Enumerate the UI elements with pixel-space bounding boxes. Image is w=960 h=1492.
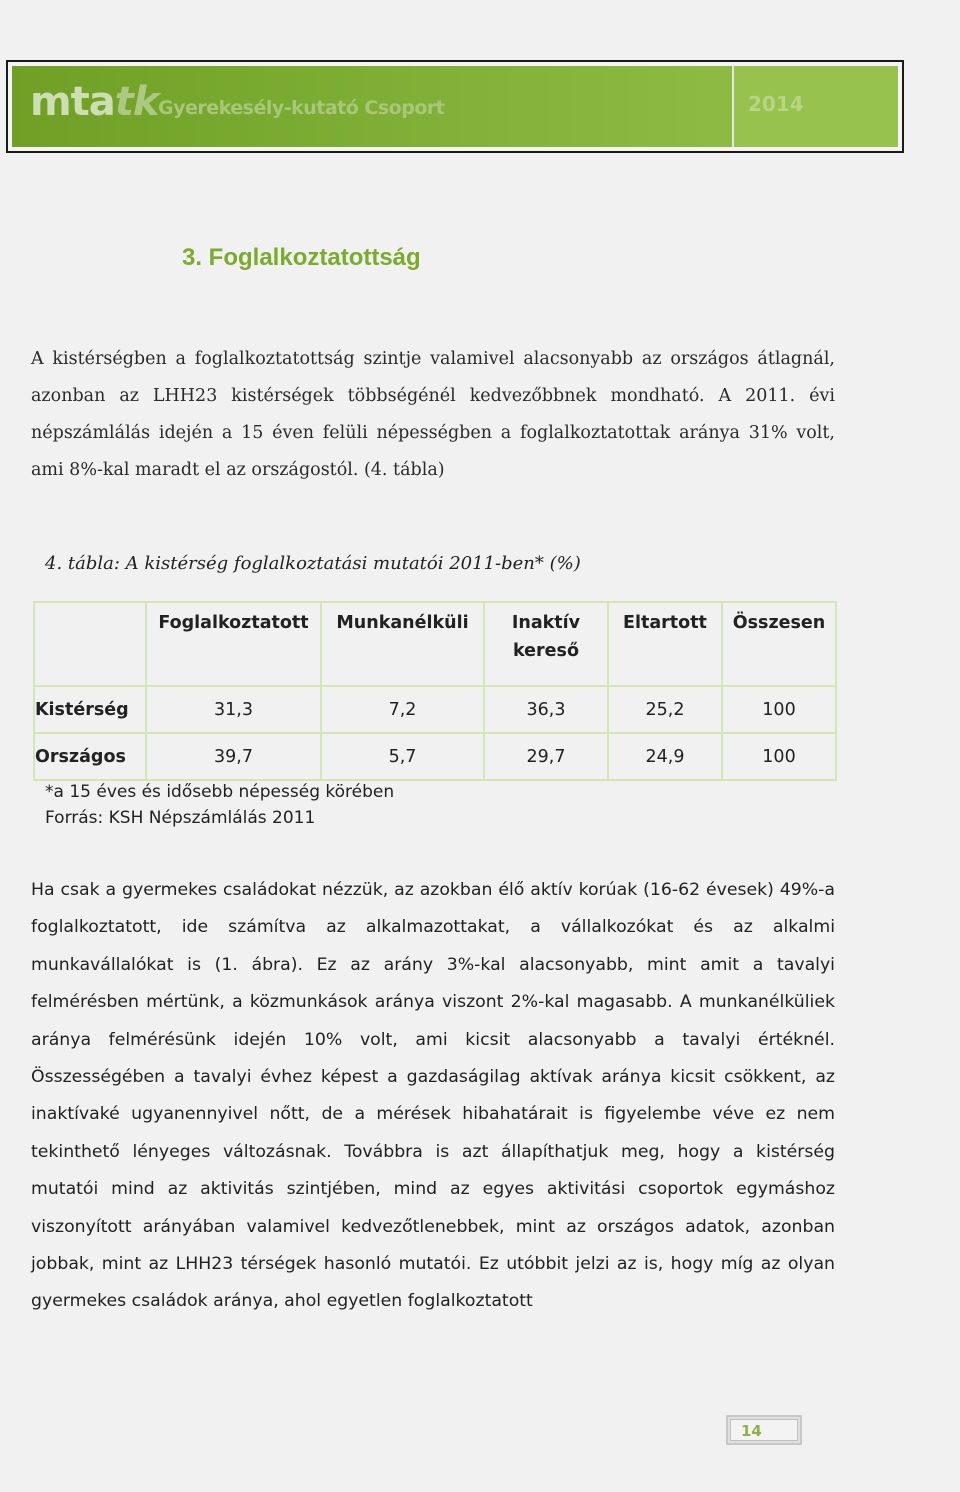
page-number: 14 <box>730 1419 798 1441</box>
table-cell: 5,7 <box>321 733 484 780</box>
logo-text-main: mta <box>30 79 115 125</box>
row-label-orszagos: Országos <box>34 733 146 780</box>
table-notes <box>45 779 394 831</box>
header-inaktiv-kereso <box>484 602 608 686</box>
employment-table <box>33 601 837 781</box>
header-osszesen: Összesen <box>722 602 836 686</box>
table-footnote: *a 15 éves és idősebb népesség körében <box>45 782 395 802</box>
header-bar <box>12 66 898 147</box>
logo-text-tk: tk <box>114 79 159 125</box>
table-cell: 39,7 <box>146 733 321 780</box>
table-cell: 24,9 <box>608 733 722 780</box>
header-inaktiv-text: Inaktív kereső <box>511 613 581 661</box>
table-cell: 36,3 <box>484 686 608 733</box>
year-box <box>732 66 898 147</box>
table-cell: 100 <box>722 686 836 733</box>
mtatk-logo <box>30 79 159 125</box>
table-corner-cell <box>34 602 146 686</box>
header-foglalkoztatott: Foglalkoztatott <box>146 602 321 686</box>
table-row <box>34 733 836 780</box>
table-cell: 100 <box>722 733 836 780</box>
table-row <box>34 686 836 733</box>
page-number-box <box>726 1415 802 1445</box>
header-munkanelkuli: Munkanélküli <box>321 602 484 686</box>
table-cell: 31,3 <box>146 686 321 733</box>
header-year: 2014 <box>748 92 804 116</box>
intro-paragraph: A kistérségben a foglalkoztatottság szintje valamivel alacsonyabb az országos átlagnál, azonban az LHH23 kistérségek többségénél kedvezőbbnek mondható. A 2011. évi népszámlálás idején a 15 éven felüli népességben a foglalkoztatottak aránya 31% volt, ami 8%-kal maradt el az országostól. (4. tábla) <box>31 349 835 480</box>
table-cell: 7,2 <box>321 686 484 733</box>
table-header-row <box>34 602 836 686</box>
table-cell: 29,7 <box>484 733 608 780</box>
table-caption: 4. tábla: A kistérség foglalkoztatási mutatói 2011-ben* (%) <box>45 553 581 574</box>
table-cell: 25,2 <box>608 686 722 733</box>
body-paragraph: Ha csak a gyermekes családokat nézzük, az azokban élő aktív korúak (16-62 évesek) 49%-a foglalkoztatott, ide számítva az alkalmazottakat, a vállalkozókat és az alkalmi munkavállalókat is (1. ábra). Ez az arány 3%-kal alacsonyabb, mint amit a tavalyi felmérésben mértünk, a közmunkások aránya viszont 2%-kal magasabb. A munkanélküliek aránya felmérésünk idején 10% volt, ami kicsit alacsonyabb a tavalyi értéknél. Összességében a tavalyi évhez képest a gazdaságilag aktívak aránya kicsit csökkent, az inaktívaké ugyanennyivel nőtt, de a mérések hibahatárait is figyelembe véve ez nem tekinthető lényeges változásnak. Továbbra is azt állapíthatjuk meg, hogy a kistérség mutatói mind az aktivitás szintjében, mind az egyes aktivitási csoportok egymáshoz viszonyított arányában valamivel kedvezőtlenebbek, mint az országos adatok, azonban jobbak, mint az LHH23 térségek hasonló mutatói. Ez utóbbit jelzi az is, hogy míg az olyan gyermekes családok aránya, ahol egyetlen foglalkoztatott <box>31 880 835 1312</box>
org-name: Gyerekesély-kutató Csoport <box>158 97 445 119</box>
section-title: 3. Foglalkoztatottság <box>182 244 421 271</box>
table-source: Forrás: KSH Népszámlálás 2011 <box>45 808 316 828</box>
header-banner <box>6 60 904 153</box>
row-label-kisterseg: Kistérség <box>34 686 146 733</box>
header-eltartott: Eltartott <box>608 602 722 686</box>
